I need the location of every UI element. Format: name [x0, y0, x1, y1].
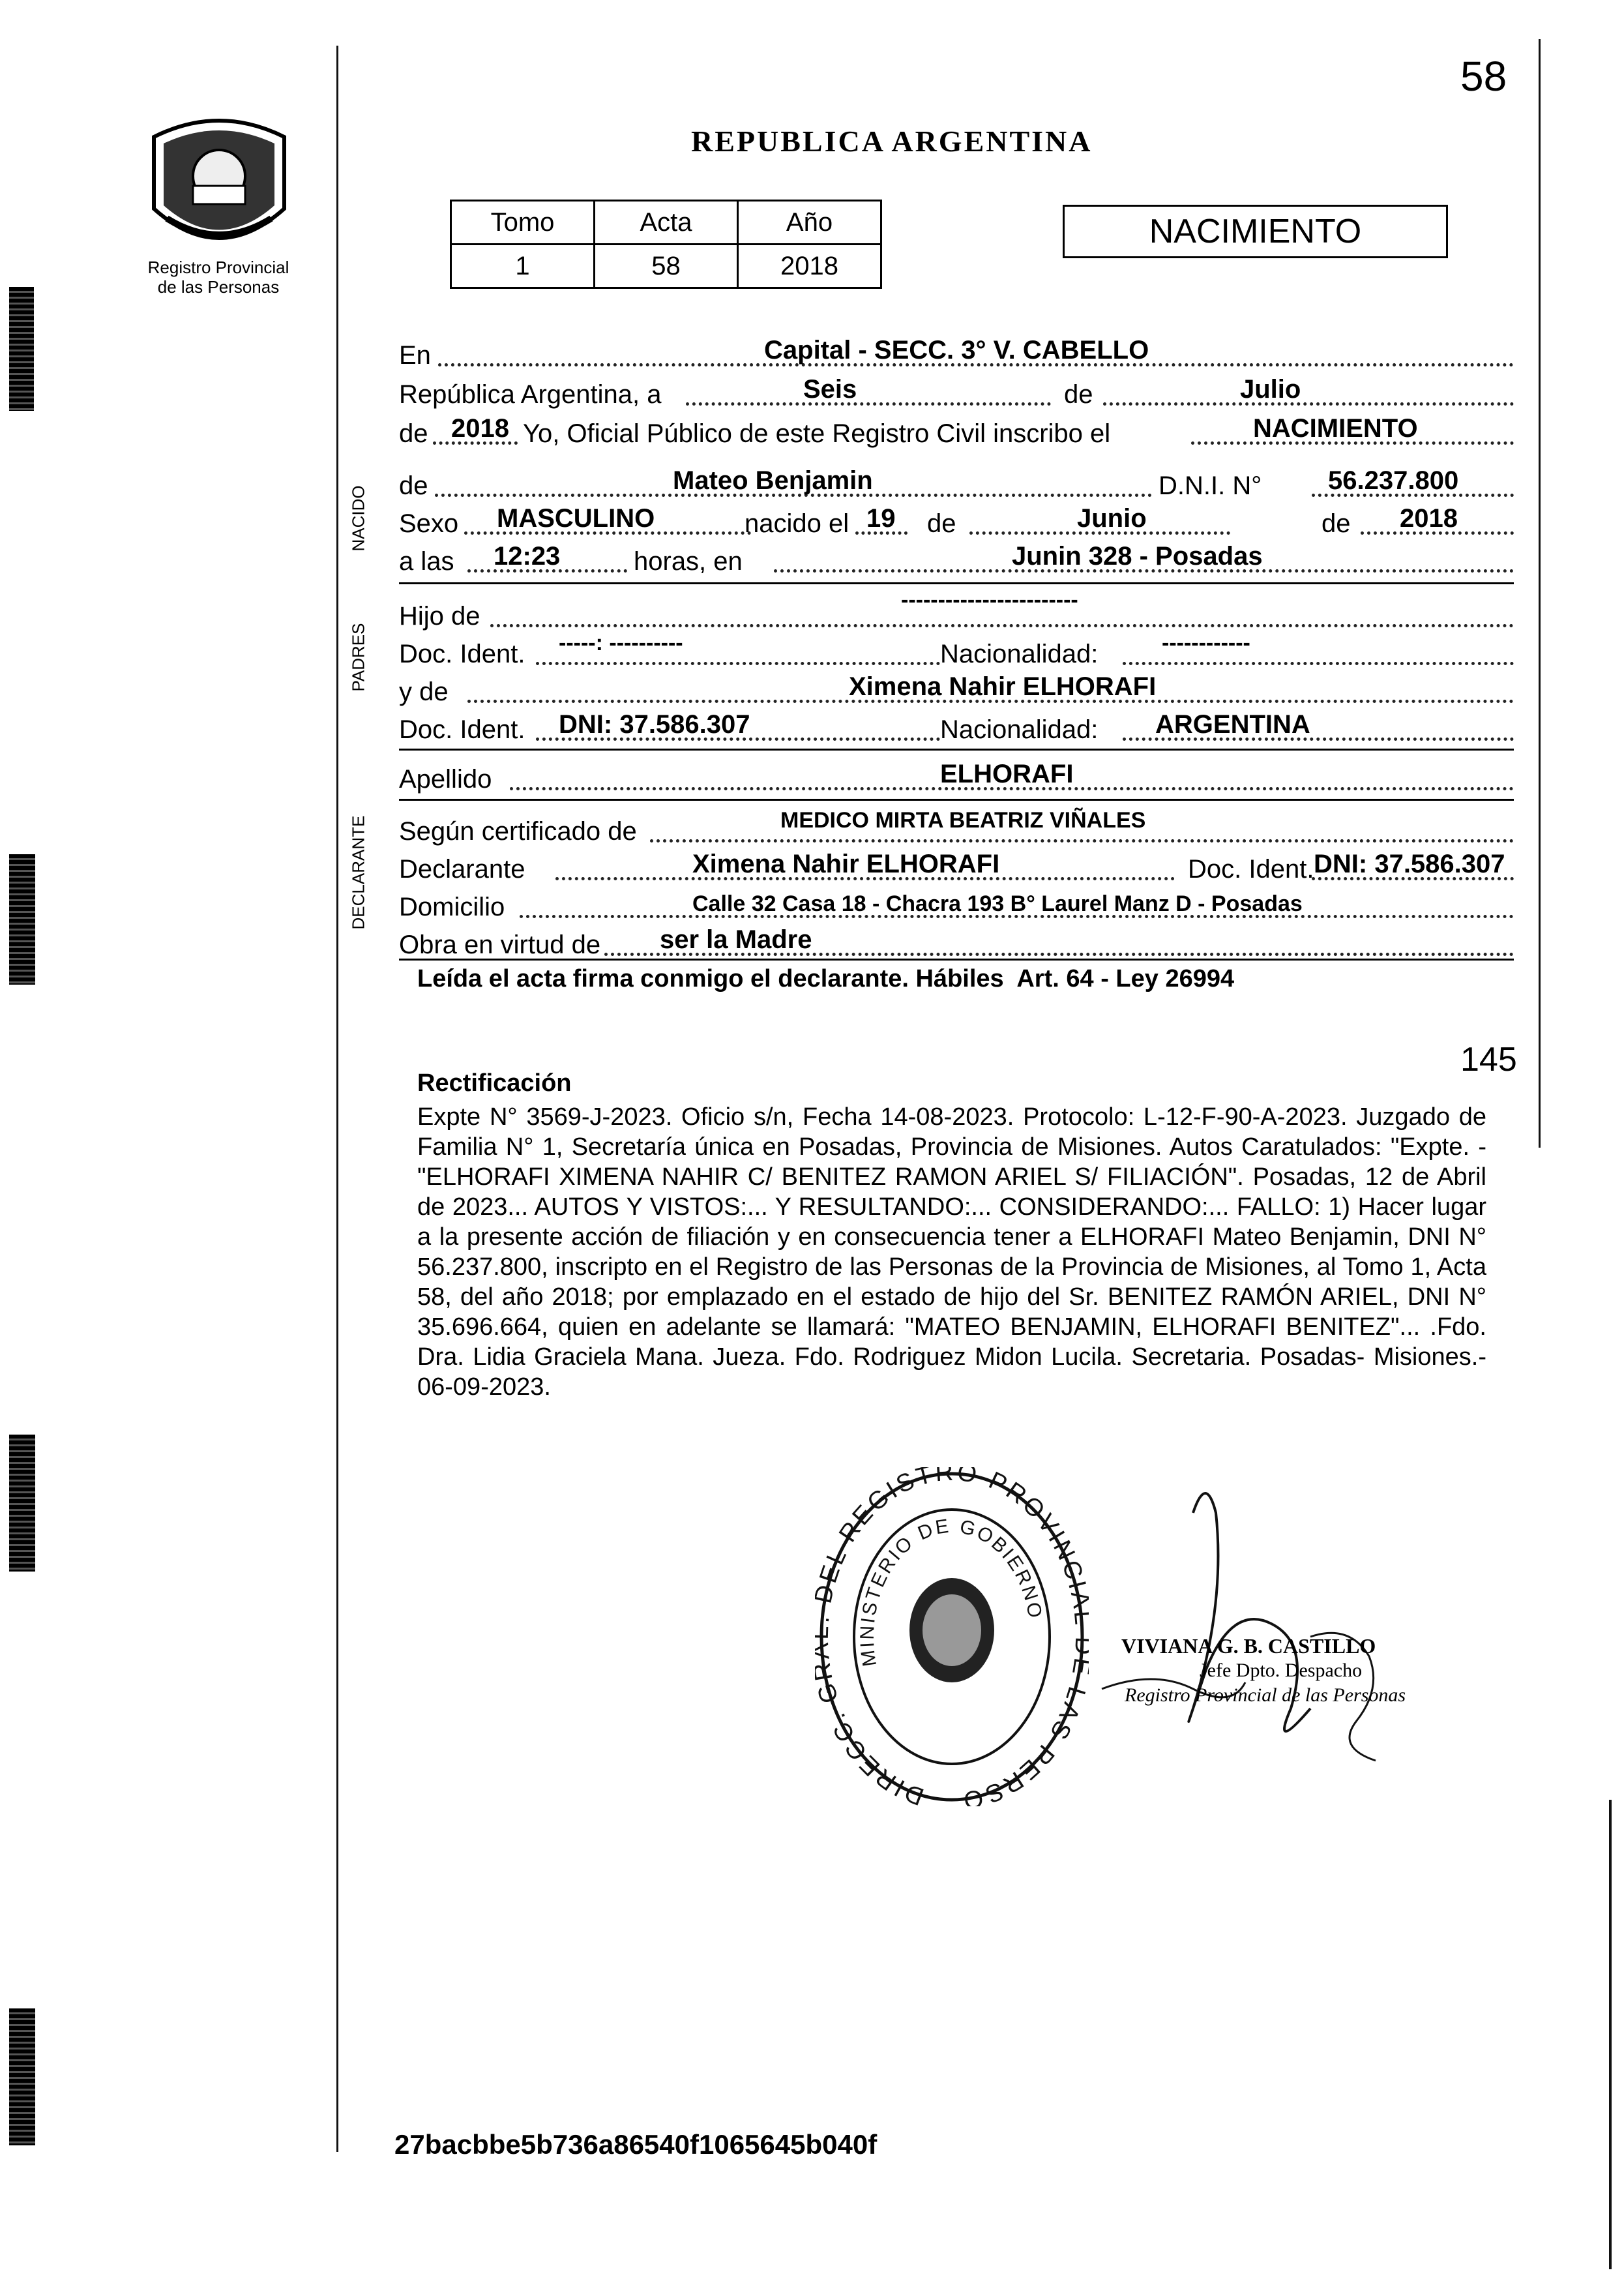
label-certificado: Según certificado de — [399, 817, 637, 846]
row-hijo-de — [399, 588, 1514, 633]
value-father-nat: ------------ — [1162, 631, 1250, 655]
row-father-doc — [399, 631, 1514, 670]
value-place: Capital - SECC. 3° V. CABELLO — [764, 336, 1149, 365]
record-type-box: NACIMIENTO — [1063, 205, 1448, 258]
seal-emblem-icon — [128, 111, 310, 261]
label-republica: República Argentina, a — [399, 380, 662, 409]
stamp-seal-icon — [815, 1467, 1089, 1806]
value-mother: Ximena Nahir ELHORAFI — [849, 672, 1157, 701]
row-obra — [399, 922, 1514, 961]
stamp-inner-text: MINISTERIO DE GOBIERNO — [856, 1515, 1046, 1668]
official-stamp — [815, 1467, 1089, 1806]
label-en: En — [399, 341, 431, 370]
value-certificado: MEDICO MIRTA BEATRIZ VIÑALES — [780, 808, 1146, 833]
value-mother-doc: DNI: 37.586.307 — [559, 710, 750, 739]
label-doc-ident: Doc. Ident. — [399, 640, 525, 668]
section-label-nacido: NACIDO — [348, 485, 368, 552]
signature-office: Registro Provincial de las Personas — [1125, 1684, 1406, 1706]
value-domicilio: Calle 32 Casa 18 - Chacra 193 B° Laurel Manz D - Posadas — [692, 891, 1303, 916]
right-edge-line — [1609, 1800, 1612, 2269]
value-obra: ser la Madre — [660, 925, 812, 954]
value-year: 2018 — [451, 414, 509, 443]
page-number: 58 — [1460, 53, 1507, 100]
record-value-acta: 58 — [595, 245, 738, 288]
value-time: 12:23 — [494, 542, 561, 571]
value-birth-place: Junin 328 - Posadas — [1012, 542, 1263, 571]
row-republica — [399, 372, 1514, 411]
record-header-ano: Año — [738, 201, 881, 245]
label-hijo-de: Hijo de — [399, 602, 480, 631]
value-birth-day: 19 — [866, 504, 896, 533]
section-divider — [399, 799, 1514, 801]
value-sexo: MASCULINO — [497, 504, 655, 533]
label-nacionalidad: Nacionalidad: — [940, 640, 1099, 668]
record-header-tomo: Tomo — [451, 201, 595, 245]
label-nacido-el: nacido el — [745, 509, 849, 538]
dotted-line — [490, 624, 1514, 627]
left-margin-line — [336, 46, 338, 2152]
handwritten-signature-icon — [1076, 1474, 1441, 1774]
dotted-line — [686, 402, 1051, 406]
signature — [1076, 1474, 1441, 1774]
row-certificado — [399, 809, 1514, 848]
scan-mark — [9, 1435, 35, 1572]
label-de2: de — [399, 419, 428, 448]
label-de4: de — [927, 509, 956, 538]
rectification-title: Rectificación — [417, 1069, 572, 1097]
label-doc-ident3: Doc. Ident. — [1188, 855, 1314, 884]
row-nacido-name — [399, 463, 1514, 502]
label-nacionalidad2: Nacionalidad: — [940, 715, 1099, 744]
value-father: ------------------------ — [901, 588, 1078, 612]
value-declarante-name: Ximena Nahir ELHORAFI — [692, 850, 1000, 878]
rectification-number: 145 — [1460, 1041, 1517, 1079]
seal-caption-line1: Registro Provincial — [147, 258, 289, 277]
seal-caption-line2: de las Personas — [157, 277, 280, 297]
value-child-dni: 56.237.800 — [1328, 466, 1459, 495]
value-declarante-doc: DNI: 37.586.307 — [1314, 850, 1505, 878]
right-margin-line — [1539, 39, 1541, 1148]
seal-caption — [104, 258, 332, 297]
row-sexo — [399, 501, 1514, 540]
label-a-las: a las — [399, 547, 454, 576]
value-birth-month: Junio — [1077, 504, 1147, 533]
officer-text: Yo, Oficial Público de este Registro Civil inscribo el — [523, 419, 1111, 448]
section-label-padres: PADRES — [348, 623, 368, 692]
signature-role: Jefe Dpto. Despacho — [1200, 1660, 1363, 1681]
label-horas: horas, en — [634, 547, 743, 576]
section-divider — [399, 749, 1514, 751]
row-apellido — [399, 756, 1514, 796]
row-officer — [399, 411, 1514, 450]
row-y-de — [399, 669, 1514, 708]
document-hash: 27bacbbe5b736a86540f1065645b040f — [394, 2129, 878, 2160]
value-father-doc: -----: ---------- — [559, 631, 683, 655]
label-declarante: Declarante — [399, 855, 525, 884]
value-act: NACIMIENTO — [1253, 414, 1418, 443]
row-mother-doc — [399, 707, 1514, 746]
value-child-name: Mateo Benjamin — [673, 466, 873, 495]
closing-statement: Leída el acta firma conmigo el declarante. Hábiles Art. 64 - Ley 26994 — [417, 965, 1235, 992]
dotted-line — [1123, 662, 1514, 665]
rectification-body: Expte N° 3569-J-2023. Oficio s/n, Fecha 14-08-2023. Protocolo: L-12-F-90-A-2023. Juzgado de Familia N° 1, Secretaría única en Posadas, Provincia de Misiones. Autos Caratulados: "Expte. -"ELHORAFI XIMENA NAHIR C/ BENITEZ RAMON ARIEL S/ FILIACIÓN". Posadas, 12 de Abril de 2023... AUTOS Y VISTOS:... Y RESULTANDO:... CONSIDERANDO:... FALLO: 1) Hacer lugar a la presente acción de filiación y en consecuencia tener a ELHORAFI Mateo Benjamin, DNI N° 56.237.800, inscripto en el Registro de las Personas de la Provincia de Misiones, al Tomo 1, Acta 58, del año 2018; por emplazado en el estado de hijo del Sr. BENITEZ RAMÓN ARIEL, DNI N° 35.696.664, quien en adelante se llamará: "MATEO BENJAMIN, ELHORAFI BENITEZ"... .Fdo. Dra. Lidia Graciela Mana. Jueza. Fdo. Rodriguez Midon Lucila. Secretaria. Posadas- Misiones.- 06-09-2023. — [417, 1103, 1486, 1401]
signature-name: VIVIANA G. B. CASTILLO — [1121, 1634, 1376, 1658]
label-de3: de — [399, 471, 428, 500]
row-en — [399, 333, 1514, 372]
row-a-las — [399, 539, 1514, 578]
record-header-acta: Acta — [595, 201, 738, 245]
section-divider — [399, 959, 1514, 961]
value-apellido: ELHORAFI — [940, 760, 1074, 788]
provincial-seal — [128, 111, 310, 261]
dotted-line — [1103, 402, 1514, 406]
label-domicilio: Domicilio — [399, 893, 505, 921]
signature-block — [1121, 1633, 1421, 1708]
dotted-line — [536, 662, 940, 665]
row-declarante — [399, 846, 1514, 886]
label-de5: de — [1321, 509, 1351, 538]
row-domicilio — [399, 884, 1514, 923]
section-divider — [399, 582, 1514, 584]
label-apellido: Apellido — [399, 765, 492, 794]
label-de: de — [1064, 380, 1093, 409]
label-y-de: y de — [399, 678, 449, 706]
value-mother-nat: ARGENTINA — [1155, 710, 1310, 739]
document-title: REPUBLICA ARGENTINA — [691, 125, 1093, 158]
label-doc-ident2: Doc. Ident. — [399, 715, 525, 744]
scan-mark — [9, 287, 34, 411]
label-dni: D.N.I. N° — [1159, 471, 1262, 500]
scan-mark — [9, 2008, 35, 2145]
value-day-word: Seis — [803, 375, 857, 404]
section-label-declarante: DECLARANTE — [348, 815, 368, 930]
value-birth-year: 2018 — [1400, 504, 1458, 533]
value-month: Julio — [1240, 375, 1301, 404]
dotted-line — [650, 839, 1514, 842]
record-value-ano: 2018 — [738, 245, 881, 288]
stamp-outer-text: DIRECC. EL REGISTRO PROVINCI LAS PERSO — [815, 1467, 1089, 1806]
label-sexo: Sexo — [399, 509, 459, 538]
label-obra: Obra en virtud de — [399, 931, 601, 959]
scan-mark — [9, 854, 35, 985]
record-value-tomo: 1 — [451, 245, 595, 288]
record-table — [450, 200, 882, 289]
